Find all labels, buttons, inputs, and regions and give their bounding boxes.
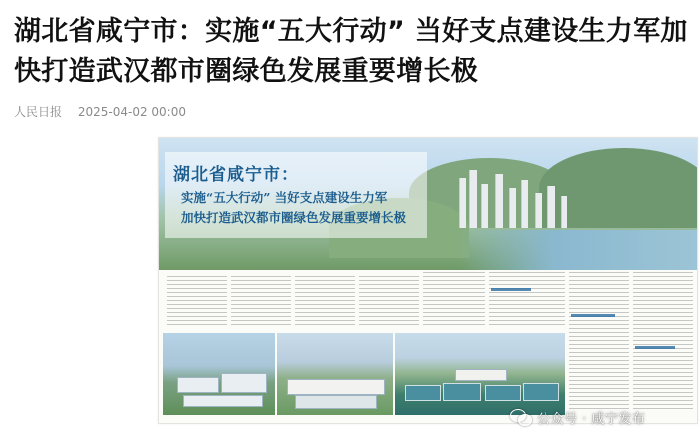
text-column: [489, 272, 565, 328]
city-aerial-photo: [159, 138, 697, 270]
article-meta: [14, 104, 198, 120]
article-title: 湖北省咸宁市：实施“五大行动” 当好支点建设生力军加快打造武汉都市圈绿色发展重要增长极: [14, 16, 688, 87]
aquaculture-photo: [395, 333, 565, 415]
industrial-park-photo: [163, 333, 275, 415]
newspaper-headline-1: 湖北省咸宁市：: [173, 165, 299, 185]
watermark: [510, 405, 645, 429]
text-column: [633, 272, 693, 412]
text-column: [423, 272, 485, 328]
text-column: [167, 276, 227, 328]
wechat-icon: [510, 408, 532, 426]
article-date: 2025-04-02 00:00: [77, 105, 186, 119]
text-column: [295, 276, 355, 328]
factory-photo: [277, 333, 393, 415]
newspaper-spread-image: [158, 137, 698, 424]
newspaper-headline-2: 实施“五大行动” 当好支点建设生力军: [181, 190, 388, 205]
river: [459, 230, 697, 270]
newspaper-headline-3: 加快打造武汉都市圈绿色发展重要增长极: [181, 210, 407, 225]
text-column: [359, 276, 419, 328]
text-column: [569, 272, 629, 412]
watermark-text: 公众号 · 咸宁发布: [537, 411, 646, 427]
article-source[interactable]: 人民日报: [14, 105, 63, 119]
text-column: [231, 276, 291, 328]
